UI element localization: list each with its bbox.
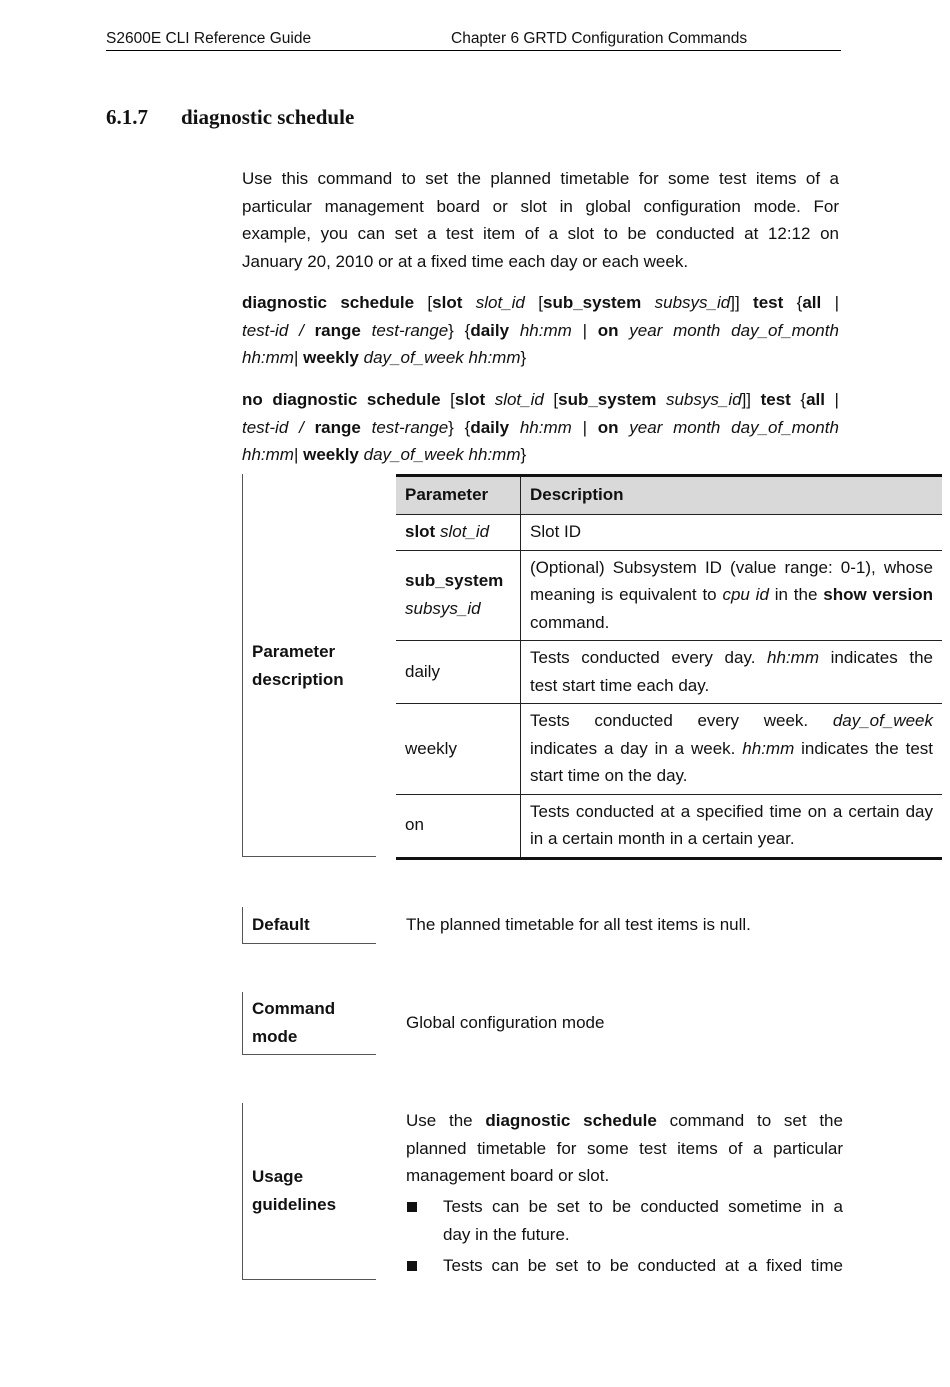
header-chapter-title: Chapter 6 GRTD Configuration Commands: [451, 30, 748, 47]
parameter-description-label-box: [242, 474, 376, 857]
usage-paragraph: Use the diagnostic schedule command to set the planned timetable for some test items of a particular management board or slot.: [406, 1111, 843, 1185]
syntax-line: test-id / range test-range} {daily hh:mm | on year month day_of_month: [242, 417, 839, 437]
intro-line: example, you can set a test item of a slot to be conducted at 12:12 on: [242, 224, 839, 243]
syntax-line: hh:mm| weekly day_of_week hh:mm}: [242, 348, 527, 367]
square-bullet-icon: [407, 1261, 417, 1271]
section-title: diagnostic schedule: [181, 105, 355, 129]
intro-paragraph: [242, 165, 839, 275]
usage-guidelines-label-box: [242, 1103, 376, 1280]
command-mode-label: Command mode: [252, 999, 336, 1046]
parameter-table: [396, 474, 942, 860]
syntax-command: diagnostic schedule: [242, 293, 415, 312]
header-description: Description: [521, 476, 943, 515]
usage-guidelines-label: Usage guidelines: [252, 1167, 337, 1214]
parameter-description-label: Parameter description: [252, 642, 344, 689]
param-cell: on: [396, 794, 521, 858]
usage-bullet: Tests can be set to be conducted sometime in a day in the future.: [406, 1193, 843, 1249]
intro-line: January 20, 2010 or at a fixed time each day or each week.: [242, 251, 689, 271]
table-row: [396, 550, 942, 641]
header-parameter: Parameter: [396, 476, 521, 515]
intro-line: Use this command to set the planned timetable for some test items of a: [242, 169, 839, 188]
param-cell: slot slot_id: [396, 515, 521, 551]
default-label-box: [242, 907, 376, 944]
intro-line: particular management board or slot in global configuration mode. For: [242, 196, 839, 216]
default-label: Default: [252, 915, 310, 934]
table-row: [396, 794, 942, 858]
usage-bullet: Tests can be set to be conducted at a fixed time: [406, 1252, 843, 1280]
desc-cell: Tests conducted at a specified time on a certain day in a certain month in a certain year.: [521, 794, 943, 858]
desc-cell: Tests conducted every day. hh:mm indicates the test start time each day.: [521, 641, 943, 704]
desc-cell: Slot ID: [521, 515, 943, 551]
no-syntax-block: [242, 386, 839, 469]
syntax-line: hh:mm| weekly day_of_week hh:mm}: [242, 445, 527, 464]
table-row: [396, 641, 942, 704]
header-guide-title: S2600E CLI Reference Guide: [106, 30, 312, 47]
command-mode-label-box: [242, 992, 376, 1055]
command-mode-text: Global configuration mode: [406, 1013, 605, 1032]
table-row: [396, 515, 942, 551]
square-bullet-icon: [407, 1202, 417, 1212]
param-cell: sub_system subsys_id: [396, 550, 521, 641]
header-divider: [106, 50, 841, 51]
syntax-line: no diagnostic schedule [slot slot_id [sub_system subsys_id]] test {all |: [242, 390, 839, 409]
default-text: The planned timetable for all test items is null.: [406, 915, 751, 934]
syntax-line: test-id / range test-range} {daily hh:mm | on year month day_of_month: [242, 320, 839, 340]
table-header-row: [396, 476, 942, 515]
section-number: 6.1.7: [106, 105, 148, 129]
syntax-line: diagnostic schedule [slot slot_id [sub_system subsys_id]] test {all |: [242, 293, 840, 312]
table-row: [396, 704, 942, 795]
desc-cell: Tests conducted every week. day_of_week indicates a day in a week. hh:mm indicates the test start time on the day.: [521, 704, 943, 795]
no-syntax-command: no diagnostic schedule: [242, 390, 441, 409]
param-cell: weekly: [396, 704, 521, 795]
desc-cell: (Optional) Subsystem ID (value range: 0-1), whose meaning is equivalent to cpu id in the show version command.: [521, 550, 943, 641]
syntax-block: [242, 289, 839, 372]
param-cell: daily: [396, 641, 521, 704]
